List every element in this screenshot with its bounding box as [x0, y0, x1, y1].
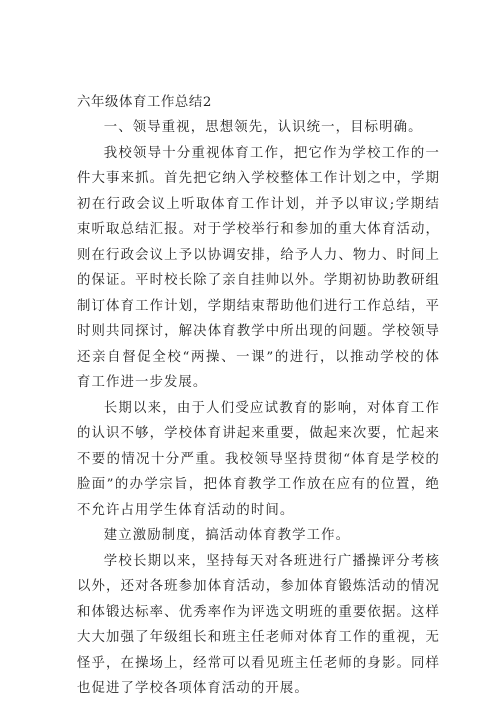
section-heading-leadership: 一、领导重视，思想领先，认识统一，目标明确。 [103, 120, 423, 135]
document-title: 六年级体育工作总结2 [77, 95, 213, 110]
paragraph-leadership-attention: 我校领导十分重视体育工作，把它作为学校工作的一件大事来抓。首先把它纳入学校整体工作计划之中，学期初在行政会议上听取体育工作计划，并予以审议;学期结束听取总结汇报。对于学校举行和参加的重大体育活动，则在行政会议上予以协调安排，给予人力、物力、时间上的保证。平时校长除了亲自挂帅以外。学期初协助教研组制订体育工作计划，学期结束帮助他们进行工作总结，平时则共同探讨，解决体育教学中所出现的问题。学校领导还亲自督促全校“两操、一课”的进行，以推动学校的体育工作进一步发展。 [77, 145, 440, 390]
paragraph-exam-oriented-education: 长期以来，由于人们受应试教育的影响，对体育工作的认识不够，学校体育讲起来重要，做起来次要，忙起来不要的情况十分严重。我校领导坚持贯彻“体育是学校的脸面”的办学宗旨，把体育教学工作放在应有的位置，绝不允许占用学生体育活动的时间。 [77, 400, 440, 518]
section-heading-incentive-system: 建立激励制度，搞活动体育教学工作。 [103, 528, 351, 543]
paragraph-class-assessment: 学校长期以来，坚持每天对各班进行广播操评分考核以外，还对各班参加体育活动，参加体育锻炼活动的情况和体锻达标率、优秀率作为评选文明班的重要依据。这样大大加强了年级组长和班主任老师对体育工作的重视，无怪乎，在操场上，经常可以看见班主任老师的身影。同样也促进了学校各项体育活动的开展。 [77, 553, 440, 696]
